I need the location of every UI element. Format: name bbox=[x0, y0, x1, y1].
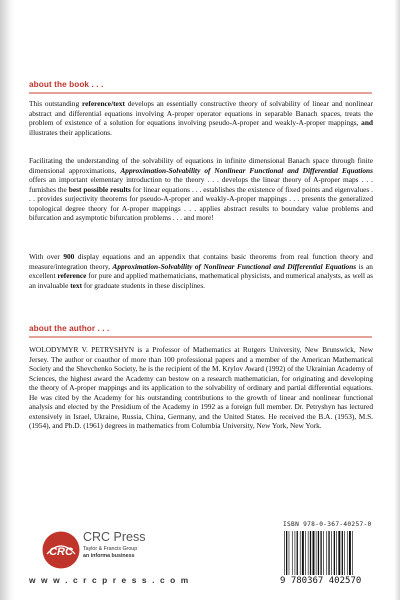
text-run: for pure and applied mathematicians, mathematical physicists, and numerical analysts, as well as an invaluable bbox=[29, 271, 373, 290]
barcode-bar bbox=[305, 531, 306, 575]
publisher-group: Taylor & Francis Group bbox=[83, 546, 138, 552]
barcode-bar bbox=[326, 531, 327, 575]
about-book-paragraph-3 bbox=[29, 252, 373, 290]
barcode-digits: 9 780367 402570 bbox=[280, 576, 362, 586]
book-title-italic: Approximation-Solvability of Nonlinear Functional and Differential Equations bbox=[120, 165, 373, 175]
text-run: Facilitating the understanding of the solvability of equations in infinite dimensional Banach space through finite dimensional approximations, bbox=[29, 156, 373, 175]
text-run: offers an important elementary introduction to the theory . . . develops the linear theory of A-proper maps . . . furnishes the bbox=[29, 175, 373, 194]
barcode-bar bbox=[284, 531, 285, 575]
barcode-bar bbox=[316, 531, 317, 575]
page-edge-shadow bbox=[394, 0, 400, 600]
barcode-bar bbox=[302, 531, 304, 575]
about-author-heading: about the author . . . bbox=[29, 324, 110, 333]
barcode-bar bbox=[297, 531, 298, 575]
emphasis-bold: best possible results bbox=[68, 184, 131, 194]
text-run: develops an essentially constructive theory of solvability of linear and nonlinear abstract and differential equations involving A-proper operator equations in separable Banach spaces, treats the problem of existence of a solution for equations involving pseudo-A-proper and weakly-A-proper mappings, bbox=[29, 99, 373, 127]
barcode-bar bbox=[352, 531, 353, 575]
barcode-bar bbox=[338, 531, 340, 575]
barcode-bar bbox=[334, 531, 335, 575]
about-book-paragraph-1 bbox=[29, 99, 373, 137]
barcode-bar bbox=[289, 531, 290, 575]
isbn-barcode-block bbox=[280, 521, 370, 589]
text-run: for linear equations . . . establishes the existence of fixed points and eigenvalues . . . provides surjectivity theorems for pseudo-A-proper and weakly-A-proper mappings . . . presents the generalized topological degree theory for A-proper mappings . . . applies abstract results to boundary value problems and bifurcation and asymptotic bifurcation problems . . . and more! bbox=[29, 184, 373, 222]
text-run: illustrates their applications. bbox=[29, 127, 113, 137]
text-run: With over bbox=[29, 252, 64, 261]
emphasis-bold: reference bbox=[57, 271, 87, 280]
barcode-bar bbox=[318, 531, 319, 575]
barcode-bar bbox=[328, 531, 329, 575]
barcode-bar bbox=[310, 531, 311, 575]
emphasis-bold: reference/text bbox=[81, 99, 125, 108]
barcode-image bbox=[283, 531, 369, 575]
emphasis-bold: text bbox=[70, 280, 83, 290]
page-gutter-shadow bbox=[0, 0, 14, 600]
crc-logo-text: CRC bbox=[49, 546, 73, 558]
barcode-bar bbox=[286, 531, 287, 575]
barcode-bar bbox=[349, 531, 351, 575]
about-author-paragraph bbox=[29, 345, 373, 431]
barcode-bar bbox=[292, 531, 293, 575]
barcode-bar bbox=[347, 531, 348, 575]
about-book-divider bbox=[29, 92, 372, 94]
book-title-italic: Approximation-Solvability of Nonlinear Functional and Differential Equations bbox=[112, 261, 357, 271]
barcode-bar bbox=[342, 531, 343, 575]
isbn-label: ISBN 978-0-367-40257-0 bbox=[283, 521, 372, 528]
crc-press-logo bbox=[41, 530, 81, 570]
barcode-bar bbox=[336, 531, 337, 575]
about-book-heading: about the book . . . bbox=[29, 80, 104, 89]
emphasis-bold: 900 bbox=[63, 252, 75, 261]
emphasis-bold: and bbox=[361, 118, 373, 127]
barcode-bar bbox=[313, 531, 315, 575]
barcode-bar bbox=[320, 531, 321, 575]
text-run: for graduate students in these disciplines. bbox=[82, 280, 206, 290]
text-run: WOLODYMYR V. PETRYSHYN is a Professor of Mathematics at Rutgers University, New Brunswick, New Jersey. The author or coauthor of more than 100 professional papers and a member of the American Mathematical Society and the Shevchenko Society, he is the recipient of the M. Krylov Award (1992) of the Ukrainian Academy of Sciences, the highest award the Academy can bestow on a research mathematician, for originating and developing the theory of A-proper mappings and its application to the solvability of ordinary and partial differential equations. He was cited by the Academy for his outstanding contributions to the growth of linear and nonlinear functional analysis and elected by the Presidium of the Academy in 1992 as a foreign full member. Dr. Petryshyn has lectured extensively in Israel, Ukraine, Russia, China, Germany, and the United States. He received the B.A. (1953), M.S. (1954), and Ph.D. (1961) degrees in mathematics from Columbia University, New York, New York. bbox=[29, 345, 373, 430]
barcode-bar bbox=[308, 531, 309, 575]
barcode-bar bbox=[300, 531, 301, 575]
barcode-bar bbox=[331, 531, 332, 575]
text-run: display equations and an appendix that contains basic theorems from real function theory and measure/integration theory, bbox=[29, 252, 373, 271]
barcode-bar bbox=[323, 531, 324, 575]
publisher-url: w w w . c r c p r e s s . c o m bbox=[29, 575, 190, 585]
text-run: is an excellent bbox=[29, 261, 373, 280]
text-run: This outstanding bbox=[29, 99, 82, 108]
publisher-name: CRC Press bbox=[83, 530, 146, 544]
publisher-informa: an informa business bbox=[83, 553, 135, 559]
barcode-bar bbox=[295, 531, 296, 575]
about-book-paragraph-2 bbox=[29, 156, 373, 223]
barcode-bar bbox=[344, 531, 345, 575]
about-author-divider bbox=[29, 336, 372, 338]
